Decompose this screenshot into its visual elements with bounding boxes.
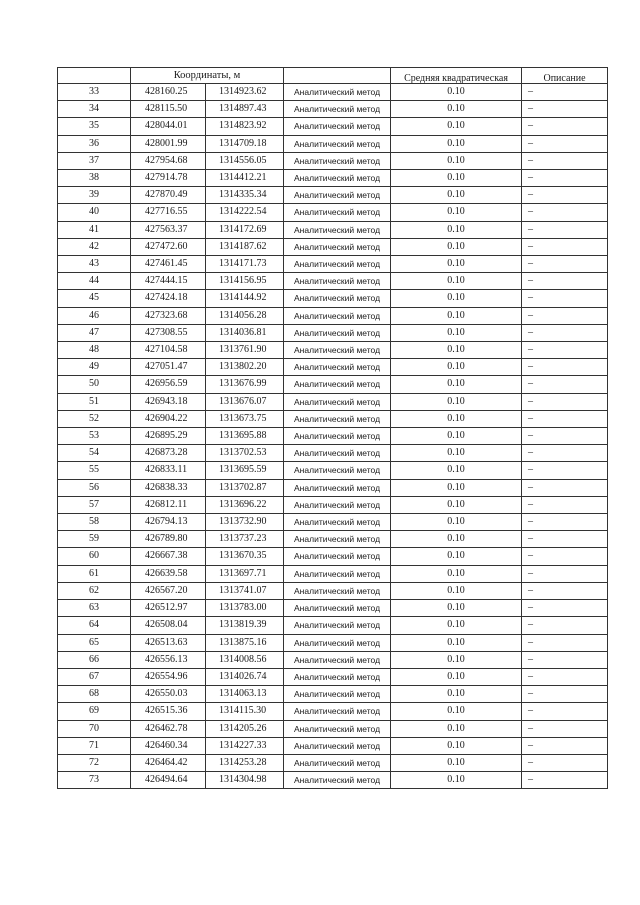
method-cell: Аналитический метод <box>284 651 391 668</box>
point-number: 60 <box>58 548 131 565</box>
coordinate-y: 1314156.95 <box>206 273 284 290</box>
coordinate-y: 1313702.53 <box>206 445 284 462</box>
table-row <box>58 651 608 668</box>
method-cell: Аналитический метод <box>284 445 391 462</box>
error-cell: 0.10 <box>391 703 522 720</box>
coordinate-x: 426462.78 <box>131 720 206 737</box>
coordinate-x: 426943.18 <box>131 393 206 410</box>
method-cell: Аналитический метод <box>284 101 391 118</box>
point-number: 58 <box>58 514 131 531</box>
error-cell: 0.10 <box>391 565 522 582</box>
description-cell: – <box>522 548 608 565</box>
coordinate-x: 426873.28 <box>131 445 206 462</box>
point-number: 37 <box>58 152 131 169</box>
description-cell: – <box>522 565 608 582</box>
point-number: 67 <box>58 668 131 685</box>
table-row <box>58 548 608 565</box>
description-cell: – <box>522 238 608 255</box>
error-cell: 0.10 <box>391 359 522 376</box>
description-cell: – <box>522 342 608 359</box>
coordinate-y: 1314556.05 <box>206 152 284 169</box>
point-number: 71 <box>58 737 131 754</box>
table-row <box>58 273 608 290</box>
coordinate-y: 1314923.62 <box>206 84 284 101</box>
point-number: 34 <box>58 101 131 118</box>
error-cell: 0.10 <box>391 582 522 599</box>
method-cell: Аналитический метод <box>284 273 391 290</box>
method-cell: Аналитический метод <box>284 84 391 101</box>
method-cell: Аналитический метод <box>284 410 391 427</box>
error-cell: 0.10 <box>391 410 522 427</box>
coordinate-x: 428160.25 <box>131 84 206 101</box>
error-cell: 0.10 <box>391 737 522 754</box>
description-cell: – <box>522 376 608 393</box>
coordinate-y: 1314253.28 <box>206 754 284 771</box>
error-cell: 0.10 <box>391 152 522 169</box>
table-row <box>58 359 608 376</box>
coordinate-y: 1313676.07 <box>206 393 284 410</box>
method-cell: Аналитический метод <box>284 548 391 565</box>
table-row <box>58 514 608 531</box>
table-row <box>58 668 608 685</box>
error-cell: 0.10 <box>391 754 522 771</box>
point-number: 44 <box>58 273 131 290</box>
method-cell: Аналитический метод <box>284 152 391 169</box>
coordinate-y: 1313696.22 <box>206 496 284 513</box>
description-cell: – <box>522 445 608 462</box>
method-cell: Аналитический метод <box>284 324 391 341</box>
point-number: 55 <box>58 462 131 479</box>
table-row <box>58 479 608 496</box>
coordinate-y: 1314709.18 <box>206 135 284 152</box>
method-cell: Аналитический метод <box>284 496 391 513</box>
table-row <box>58 376 608 393</box>
method-cell: Аналитический метод <box>284 376 391 393</box>
description-cell: – <box>522 772 608 789</box>
table-row <box>58 737 608 754</box>
coordinates-sheet <box>57 67 607 789</box>
error-cell: 0.10 <box>391 273 522 290</box>
method-cell: Аналитический метод <box>284 531 391 548</box>
error-cell: 0.10 <box>391 514 522 531</box>
method-cell: Аналитический метод <box>284 668 391 685</box>
error-cell: 0.10 <box>391 548 522 565</box>
table-row <box>58 565 608 582</box>
method-cell: Аналитический метод <box>284 342 391 359</box>
table-row <box>58 410 608 427</box>
point-number: 63 <box>58 600 131 617</box>
point-number: 41 <box>58 221 131 238</box>
method-cell: Аналитический метод <box>284 359 391 376</box>
coordinate-x: 427051.47 <box>131 359 206 376</box>
coordinate-x: 426556.13 <box>131 651 206 668</box>
coordinate-y: 1313695.88 <box>206 428 284 445</box>
coordinate-x: 426794.13 <box>131 514 206 531</box>
table-row <box>58 600 608 617</box>
description-cell: – <box>522 307 608 324</box>
method-cell: Аналитический метод <box>284 118 391 135</box>
point-number: 53 <box>58 428 131 445</box>
description-cell: – <box>522 737 608 754</box>
coordinate-y: 1314205.26 <box>206 720 284 737</box>
table-row <box>58 187 608 204</box>
coordinate-x: 426494.64 <box>131 772 206 789</box>
point-number: 68 <box>58 686 131 703</box>
coordinate-y: 1313737.23 <box>206 531 284 548</box>
point-number: 65 <box>58 634 131 651</box>
coordinate-y: 1313695.59 <box>206 462 284 479</box>
coordinate-x: 427914.78 <box>131 170 206 187</box>
description-cell: – <box>522 290 608 307</box>
table-row <box>58 531 608 548</box>
point-number: 56 <box>58 479 131 496</box>
coordinate-x: 426460.34 <box>131 737 206 754</box>
coordinate-x: 426512.97 <box>131 600 206 617</box>
description-cell: – <box>522 359 608 376</box>
error-cell: 0.10 <box>391 324 522 341</box>
point-number: 57 <box>58 496 131 513</box>
coordinate-y: 1314187.62 <box>206 238 284 255</box>
header-point-number <box>58 68 131 84</box>
point-number: 45 <box>58 290 131 307</box>
coordinate-x: 426838.33 <box>131 479 206 496</box>
description-cell: – <box>522 651 608 668</box>
method-cell: Аналитический метод <box>284 686 391 703</box>
error-cell: 0.10 <box>391 772 522 789</box>
error-cell: 0.10 <box>391 479 522 496</box>
error-cell: 0.10 <box>391 170 522 187</box>
error-cell: 0.10 <box>391 617 522 634</box>
method-cell: Аналитический метод <box>284 634 391 651</box>
table-row <box>58 445 608 462</box>
coordinate-y: 1314897.43 <box>206 101 284 118</box>
method-cell: Аналитический метод <box>284 204 391 221</box>
coordinate-y: 1314412.21 <box>206 170 284 187</box>
coordinate-y: 1313802.20 <box>206 359 284 376</box>
header-mean-square-error: Средняя квадратическая <box>391 68 522 84</box>
point-number: 42 <box>58 238 131 255</box>
description-cell: – <box>522 84 608 101</box>
table-row <box>58 135 608 152</box>
table-row <box>58 393 608 410</box>
table-row <box>58 634 608 651</box>
coordinate-y: 1313676.99 <box>206 376 284 393</box>
table-row <box>58 496 608 513</box>
point-number: 46 <box>58 307 131 324</box>
method-cell: Аналитический метод <box>284 170 391 187</box>
description-cell: – <box>522 204 608 221</box>
error-cell: 0.10 <box>391 342 522 359</box>
table-row <box>58 428 608 445</box>
method-cell: Аналитический метод <box>284 187 391 204</box>
error-cell: 0.10 <box>391 462 522 479</box>
coordinate-x: 428001.99 <box>131 135 206 152</box>
coordinate-y: 1314172.69 <box>206 221 284 238</box>
coordinate-x: 427308.55 <box>131 324 206 341</box>
coordinate-x: 426550.03 <box>131 686 206 703</box>
table-row <box>58 617 608 634</box>
coordinate-x: 426508.04 <box>131 617 206 634</box>
error-cell: 0.10 <box>391 376 522 393</box>
description-cell: – <box>522 273 608 290</box>
coordinate-y: 1314056.28 <box>206 307 284 324</box>
point-number: 48 <box>58 342 131 359</box>
point-number: 64 <box>58 617 131 634</box>
method-cell: Аналитический метод <box>284 479 391 496</box>
error-cell: 0.10 <box>391 204 522 221</box>
header-coordinates: Координаты, м <box>131 68 284 84</box>
description-cell: – <box>522 531 608 548</box>
table-row <box>58 170 608 187</box>
coordinate-y: 1313761.90 <box>206 342 284 359</box>
error-cell: 0.10 <box>391 600 522 617</box>
point-number: 73 <box>58 772 131 789</box>
table-row <box>58 101 608 118</box>
coordinate-y: 1314823.92 <box>206 118 284 135</box>
error-cell: 0.10 <box>391 118 522 135</box>
error-cell: 0.10 <box>391 496 522 513</box>
coordinate-x: 426554.96 <box>131 668 206 685</box>
description-cell: – <box>522 514 608 531</box>
point-number: 35 <box>58 118 131 135</box>
description-cell: – <box>522 582 608 599</box>
table-row <box>58 221 608 238</box>
point-number: 51 <box>58 393 131 410</box>
coordinate-y: 1314008.56 <box>206 651 284 668</box>
description-cell: – <box>522 479 608 496</box>
point-number: 38 <box>58 170 131 187</box>
description-cell: – <box>522 686 608 703</box>
point-number: 72 <box>58 754 131 771</box>
method-cell: Аналитический метод <box>284 720 391 737</box>
point-number: 62 <box>58 582 131 599</box>
coordinate-y: 1313670.35 <box>206 548 284 565</box>
point-number: 47 <box>58 324 131 341</box>
table-row <box>58 772 608 789</box>
description-cell: – <box>522 152 608 169</box>
error-cell: 0.10 <box>391 238 522 255</box>
method-cell: Аналитический метод <box>284 617 391 634</box>
coordinate-x: 427104.58 <box>131 342 206 359</box>
table-row <box>58 152 608 169</box>
coordinate-y: 1314063.13 <box>206 686 284 703</box>
coordinate-x: 426567.20 <box>131 582 206 599</box>
table-row <box>58 204 608 221</box>
coordinate-y: 1314036.81 <box>206 324 284 341</box>
method-cell: Аналитический метод <box>284 600 391 617</box>
table-row <box>58 256 608 273</box>
description-cell: – <box>522 496 608 513</box>
table-row <box>58 118 608 135</box>
error-cell: 0.10 <box>391 428 522 445</box>
description-cell: – <box>522 410 608 427</box>
method-cell: Аналитический метод <box>284 256 391 273</box>
method-cell: Аналитический метод <box>284 772 391 789</box>
coordinates-table <box>57 67 608 789</box>
description-cell: – <box>522 118 608 135</box>
coordinate-y: 1313741.07 <box>206 582 284 599</box>
error-cell: 0.10 <box>391 651 522 668</box>
point-number: 40 <box>58 204 131 221</box>
method-cell: Аналитический метод <box>284 703 391 720</box>
coordinate-y: 1314222.54 <box>206 204 284 221</box>
description-cell: – <box>522 187 608 204</box>
error-cell: 0.10 <box>391 135 522 152</box>
coordinate-x: 426956.59 <box>131 376 206 393</box>
table-row <box>58 686 608 703</box>
point-number: 50 <box>58 376 131 393</box>
description-cell: – <box>522 324 608 341</box>
coordinate-x: 427444.15 <box>131 273 206 290</box>
coordinate-x: 428115.50 <box>131 101 206 118</box>
point-number: 54 <box>58 445 131 462</box>
error-cell: 0.10 <box>391 101 522 118</box>
error-cell: 0.10 <box>391 668 522 685</box>
method-cell: Аналитический метод <box>284 737 391 754</box>
error-cell: 0.10 <box>391 531 522 548</box>
error-cell: 0.10 <box>391 720 522 737</box>
coordinate-y: 1314115.30 <box>206 703 284 720</box>
point-number: 69 <box>58 703 131 720</box>
header-description: Описание <box>522 68 608 84</box>
description-cell: – <box>522 754 608 771</box>
description-cell: – <box>522 462 608 479</box>
error-cell: 0.10 <box>391 290 522 307</box>
coordinate-x: 427954.68 <box>131 152 206 169</box>
error-cell: 0.10 <box>391 686 522 703</box>
description-cell: – <box>522 393 608 410</box>
coordinate-x: 426513.63 <box>131 634 206 651</box>
header-method <box>284 68 391 84</box>
error-cell: 0.10 <box>391 445 522 462</box>
description-cell: – <box>522 135 608 152</box>
table-row <box>58 342 608 359</box>
point-number: 43 <box>58 256 131 273</box>
description-cell: – <box>522 221 608 238</box>
table-row <box>58 238 608 255</box>
point-number: 61 <box>58 565 131 582</box>
table-header-row <box>58 68 608 84</box>
coordinate-x: 426895.29 <box>131 428 206 445</box>
coordinate-x: 426639.58 <box>131 565 206 582</box>
table-row <box>58 720 608 737</box>
method-cell: Аналитический метод <box>284 393 391 410</box>
coordinate-x: 426789.80 <box>131 531 206 548</box>
point-number: 59 <box>58 531 131 548</box>
error-cell: 0.10 <box>391 256 522 273</box>
error-cell: 0.10 <box>391 187 522 204</box>
method-cell: Аналитический метод <box>284 754 391 771</box>
coordinate-x: 426812.11 <box>131 496 206 513</box>
coordinate-y: 1313702.87 <box>206 479 284 496</box>
point-number: 36 <box>58 135 131 152</box>
method-cell: Аналитический метод <box>284 582 391 599</box>
coordinate-x: 426464.42 <box>131 754 206 771</box>
coordinate-x: 427461.45 <box>131 256 206 273</box>
table-row <box>58 703 608 720</box>
description-cell: – <box>522 600 608 617</box>
coordinate-y: 1314227.33 <box>206 737 284 754</box>
method-cell: Аналитический метод <box>284 135 391 152</box>
coordinate-x: 426833.11 <box>131 462 206 479</box>
description-cell: – <box>522 428 608 445</box>
coordinate-y: 1314026.74 <box>206 668 284 685</box>
description-cell: – <box>522 703 608 720</box>
table-row <box>58 307 608 324</box>
description-cell: – <box>522 720 608 737</box>
error-cell: 0.10 <box>391 393 522 410</box>
table-row <box>58 324 608 341</box>
method-cell: Аналитический метод <box>284 238 391 255</box>
method-cell: Аналитический метод <box>284 221 391 238</box>
error-cell: 0.10 <box>391 84 522 101</box>
method-cell: Аналитический метод <box>284 514 391 531</box>
point-number: 52 <box>58 410 131 427</box>
error-cell: 0.10 <box>391 307 522 324</box>
coordinate-y: 1314144.92 <box>206 290 284 307</box>
coordinate-y: 1314335.34 <box>206 187 284 204</box>
coordinate-x: 427424.18 <box>131 290 206 307</box>
method-cell: Аналитический метод <box>284 290 391 307</box>
coordinate-y: 1313875.16 <box>206 634 284 651</box>
method-cell: Аналитический метод <box>284 428 391 445</box>
description-cell: – <box>522 170 608 187</box>
coordinate-x: 426515.36 <box>131 703 206 720</box>
coordinate-y: 1313732.90 <box>206 514 284 531</box>
coordinate-y: 1314304.98 <box>206 772 284 789</box>
point-number: 39 <box>58 187 131 204</box>
coordinate-x: 426904.22 <box>131 410 206 427</box>
table-row <box>58 754 608 771</box>
coordinate-x: 428044.01 <box>131 118 206 135</box>
method-cell: Аналитический метод <box>284 565 391 582</box>
description-cell: – <box>522 256 608 273</box>
coordinate-x: 427472.60 <box>131 238 206 255</box>
coordinate-x: 427870.49 <box>131 187 206 204</box>
description-cell: – <box>522 668 608 685</box>
description-cell: – <box>522 634 608 651</box>
point-number: 49 <box>58 359 131 376</box>
point-number: 33 <box>58 84 131 101</box>
coordinate-x: 427563.37 <box>131 221 206 238</box>
table-row <box>58 582 608 599</box>
method-cell: Аналитический метод <box>284 462 391 479</box>
coordinate-y: 1313673.75 <box>206 410 284 427</box>
point-number: 70 <box>58 720 131 737</box>
coordinate-x: 426667.38 <box>131 548 206 565</box>
error-cell: 0.10 <box>391 221 522 238</box>
coordinate-x: 427716.55 <box>131 204 206 221</box>
coordinate-y: 1313783.00 <box>206 600 284 617</box>
coordinate-y: 1313697.71 <box>206 565 284 582</box>
table-row <box>58 290 608 307</box>
table-row <box>58 462 608 479</box>
coordinate-y: 1314171.73 <box>206 256 284 273</box>
point-number: 66 <box>58 651 131 668</box>
method-cell: Аналитический метод <box>284 307 391 324</box>
coordinate-y: 1313819.39 <box>206 617 284 634</box>
description-cell: – <box>522 617 608 634</box>
coordinate-x: 427323.68 <box>131 307 206 324</box>
description-cell: – <box>522 101 608 118</box>
table-row <box>58 84 608 101</box>
error-cell: 0.10 <box>391 634 522 651</box>
